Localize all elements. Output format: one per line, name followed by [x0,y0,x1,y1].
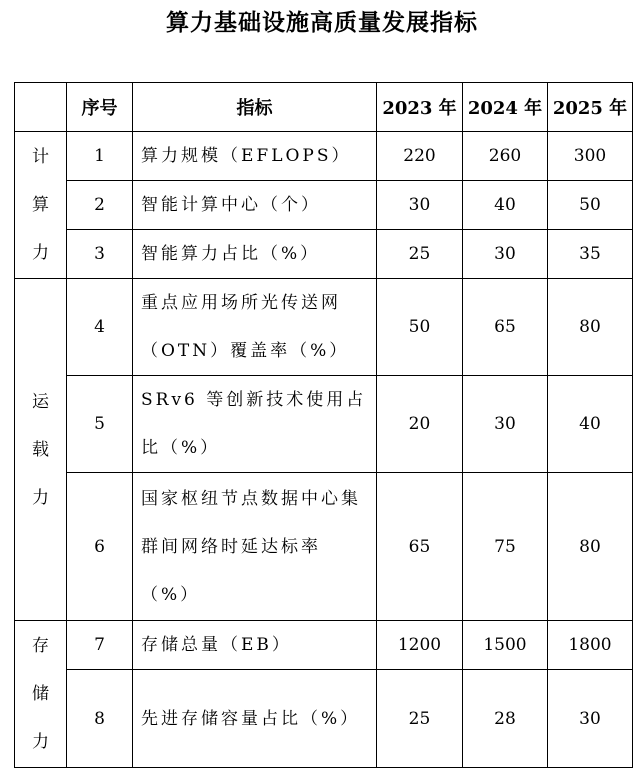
row-2023: 1200 [377,621,463,670]
row-2025: 1800 [548,621,633,670]
header-2023: 2023 年 [377,83,463,132]
row-no: 8 [67,670,133,768]
row-2024: 28 [463,670,548,768]
row-indicator: 重点应用场所光传送网（OTN）覆盖率（%） [133,279,377,376]
table-row [15,376,633,473]
row-no: 2 [67,181,133,230]
row-2023: 25 [377,670,463,768]
table-row [15,132,633,181]
row-indicator: 先进存储容量占比（%） [133,670,377,768]
row-indicator: 智能算力占比（%） [133,230,377,279]
row-indicator: 智能计算中心（个） [133,181,377,230]
header-no: 序号 [67,83,133,132]
header-category [15,83,67,132]
row-2023: 20 [377,376,463,473]
row-2023: 220 [377,132,463,181]
page-title: 算力基础设施高质量发展指标 [166,9,478,36]
row-2024: 1500 [463,621,548,670]
category-computing: 计 算 力 [15,132,67,279]
row-indicator: 算力规模（EFLOPS） [133,132,377,181]
row-no: 5 [67,376,133,473]
row-2024: 260 [463,132,548,181]
row-indicator: 存储总量（EB） [133,621,377,670]
header-indicator: 指标 [133,83,377,132]
indicator-table [14,82,633,768]
row-2025: 80 [548,473,633,621]
row-2025: 35 [548,230,633,279]
row-no: 3 [67,230,133,279]
row-indicator: 国家枢纽节点数据中心集群间网络时延达标率（%） [133,473,377,621]
row-2024: 40 [463,181,548,230]
table-row [15,230,633,279]
row-2023: 30 [377,181,463,230]
header-2024: 2024 年 [463,83,548,132]
row-2025: 50 [548,181,633,230]
row-2025: 40 [548,376,633,473]
row-no: 1 [67,132,133,181]
table-row [15,621,633,670]
category-storage: 存 储 力 [15,621,67,768]
category-transport: 运 载 力 [15,279,67,621]
row-indicator: SRv6 等创新技术使用占比（%） [133,376,377,473]
row-no: 6 [67,473,133,621]
table-row [15,279,633,376]
row-2025: 80 [548,279,633,376]
row-2024: 30 [463,376,548,473]
header-2025: 2025 年 [548,83,633,132]
row-2024: 30 [463,230,548,279]
row-2024: 75 [463,473,548,621]
table-row [15,670,633,768]
header-row [15,83,633,132]
table-row [15,473,633,621]
row-no: 4 [67,279,133,376]
row-2023: 25 [377,230,463,279]
row-2023: 65 [377,473,463,621]
row-2023: 50 [377,279,463,376]
row-2025: 30 [548,670,633,768]
row-2025: 300 [548,132,633,181]
table-row [15,181,633,230]
row-no: 7 [67,621,133,670]
row-2024: 65 [463,279,548,376]
